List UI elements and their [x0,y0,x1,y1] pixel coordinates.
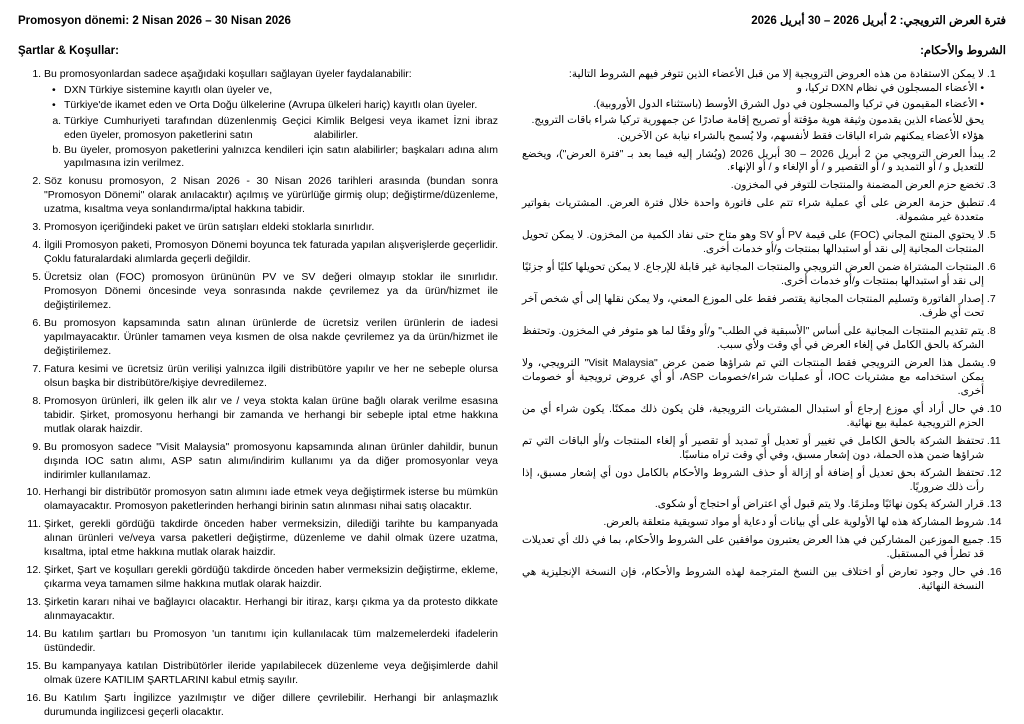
term-text: Bu üyeler, promosyon paketlerini yalnızca kendileri için satın alabilirler; başkaları adına alım yapılmasına izin verilmez. [64,143,498,170]
turkish-column [18,14,512,724]
list-item [44,628,498,656]
list-item [522,357,984,399]
term-text: Bu kampanyaya katılan Distribütörler ileride yapılabilecek düzenleme veya değişimlerde dahil olmak üzere KATILIM ŞARTLARINI kabul etmiş sayılır. [44,659,498,686]
term-text: Promosyon içeriğindeki paket ve ürün satışları eldeki stoklarla sınırlıdır. [44,221,375,234]
term-text: يتم تقديم المنتجات المجانية على أساس "الأسبقية في الطلب" و/أو وفقًا لما هو متوفر في المخزون. وتحتفظ الشركة بالحق الكامل في إلغاء العرض في أي وقت ولأي سبب. [522,325,984,351]
term-text: لا يحتوي المنتج المجاني (FOC) على قيمة PV أو SV وهو متاح حتى نفاد الكمية من المخزون. لا يمكن تحويل المنتجات المجانية إلى نقد أو استبدالها بمنتجات و/أو خدمات أخرى. [522,229,984,256]
term-text: Şirket, gerekli gördüğü takdirde önceden haber vermeksizin, dilediği tarihte bu kampanyada alınan ürünleri ve/veya varsa paketleri değiştirme, düzenleme ve dahil olmak üzere uzatma, kısaltma, iptal etme hakkına mutlak olarak haizdir. [44,518,498,559]
term-text: تحتفظ الشركة بالحق الكامل في تغيير أو تعديل أو تمديد أو تقصير أو إلغاء المنتجات و/أو الباقات التي تم شراؤها ضمن هذه الحملة، دون إشعار مسبق، وفي أي وقت تراه مناسبًا. [522,434,984,461]
term-text: Şirket, Şart ve koşulları gerekli gördüğü takdirde önceden haber vermeksizin değiştirme, ekleme, çıkarma veya tamamen silme hakkına mutlak olarak haizdir. [44,564,498,591]
term-text: يشمل هذا العرض الترويجي فقط المنتجات التي تم شراؤها ضمن عرض "Visit Malaysia" الترويجي، ولا يمكن استخدامه مع مشتريات IOC، أو عمليات شراء/خصومات ASP، أو أي عروض ترويجية أو خصومات أخرى. [522,356,985,397]
term-text: تخضع حزم العرض المضمنة والمنتجات للتوفر في المخزون. [730,179,984,192]
list-item [522,534,984,562]
term-text: Bu promosyon sadece "Visit Malaysia" promosyonu kapsamında alınan ürünler dahildir, bunun dışında IOC satın alımı, ASP satın alımı/indirim kullanımı ya da diğer promosyonlar veya indirimler kullanılamaz. [44,440,498,481]
list-item [44,175,498,217]
list-item [44,692,498,720]
term-text: قرار الشركة يكون نهائيًا وملزمًا. ولا يتم قبول أي اعتراض أو احتجاج أو شكوى. [654,498,984,511]
list-item [522,148,984,176]
term-text: هؤلاء الأعضاء يمكنهم شراء الباقات فقط لأنفسهم، ولا يُسمح بالشراء نيابة عن الآخرين. [617,129,984,142]
list-item [44,221,498,235]
terms-list-arabic [522,68,1006,594]
term-text: تحتفظ الشركة بحق تعديل أو إضافة أو إزالة أو حذف الشروط والأحكام بالكامل دون أي إشعار مسبق، إذا رأت ذلك ضروريًا. [522,466,984,493]
term-text: Şirketin kararı nihai ve bağlayıcı olacaktır. Herhangi bir itiraz, karşı çıkma ya da protesto dikkate alınmayacaktır. [44,596,498,623]
term-text: Türkiye Cumhuriyeti tarafından düzenlenmiş Geçici Kimlik Belgesi veya ikamet İzni ibraz eden üyeler, promosyon paketlerini satın alabilirler. [64,114,498,141]
list-item [44,68,498,172]
list-item [522,403,984,431]
list-item [44,486,498,514]
term-text: Promosyon ürünleri, ilk gelen ilk alır ve / veya stokta kalan ürüne bağlı olarak verilme esasına tabidir. Şirket, promosyonu herhangi bir zamanda ve herhangi bir sebeple iptal etme hakkına mutlak olarak haizdir. [44,394,498,435]
term-text: في حال وجود تعارض أو اختلاف بين النسخ المترجمة لهذه الشروط والأحكام، فإن النسخة الإنجليزية هي النسخة النهائية. [522,566,984,593]
term-text: المنتجات المشتراة ضمن العرض الترويجي والمنتجات المجانية غير قابلة للإرجاع. لا يمكن تحويلها كليًا أو جزئيًا إلى نقد أو استبدالها بمنتجات و/أو خدمات أخرى. [522,261,984,288]
list-item [64,99,498,113]
arabic-column [512,14,1006,598]
term-text: لا يمكن الاستفادة من هذه العروض الترويجية إلا من قبل الأعضاء الذين تتوفر فيهم الشروط التالية: [568,67,984,80]
sub-bullet-list [44,84,498,113]
list-item [44,660,498,688]
list-item [64,115,498,143]
list-item [522,467,984,495]
list-item [44,271,498,313]
list-item [44,363,498,391]
list-item [64,84,498,98]
term-text: İlgili Promosyon paketi, Promosyon Dönemi boyunca tek faturada yapılan alışverişlerde geçerlidir. Çoklu faturalardaki alımlarda geçerli değildir. [44,239,498,266]
list-item [44,317,498,359]
list-item [522,325,984,353]
term-text: في حال أراد أي موزع إرجاع أو استبدال المشتريات الترويجية، فلن يكون ذلك ممكنًا. يكون شراء أي من الحزم الترويجية عملية بيع نهائية. [522,402,984,429]
list-item [522,229,984,257]
term-text: Bu promosyon kapsamında satın alınan ürünlerde de ücretsiz verilen ürünlerin de iadesi yapılmayacaktır. Ürünler tamamen veya kısmen de olsa nakde çevrilemez ya da ürün/hizmet ile değiştirilemez. [44,317,498,357]
terms-heading-arabic: الشروط والأحكام: [920,45,1006,58]
list-item [44,596,498,624]
list-item [522,293,984,321]
list-item [522,566,984,594]
list-item [522,179,984,193]
document-header-turkish: Promosyon dönemi: 2 Nisan 2026 – 30 Nisan 2026 [18,15,291,27]
term-text: Ücretsiz olan (FOC) promosyon ürününün PV ve SV değeri olmayıp stoklar ile sınırlıdır. Promosyon Dönemi öncesinde veya sonrasında nakde çevrilemez ya da ürün/hizmet ile değiştirilemez. [44,271,498,312]
term-text: يحق للأعضاء الذين يقدمون وثيقة هوية مؤقتة أو تصريح إقامة صادرًا عن جمهورية تركيا شراء باقات الترويج. [531,113,984,126]
terms-list-turkish [18,68,498,720]
term-text: إصدار الفاتورة وتسليم المنتجات المجانية يقتصر فقط على الموزع المعني، ولا يمكن نقلها إلى أي شخص آخر تحت أي ظرف. [522,293,984,320]
list-item [44,518,498,560]
term-text: شروط المشاركة هذه لها الأولوية على أي بيانات أو دعاية أو مواد تسويقية متعلقة بالعرض. [603,516,984,529]
terms-heading-turkish: Şartlar & Koşullar: [18,45,119,58]
term-text: تنطبق حزمة العرض على أي عملية شراء تتم على فاتورة واحدة خلال فترة العرض. المشتريات بفواتير متعددة غير مشمولة. [522,197,984,224]
term-text: DXN Türkiye sistemine kayıtlı olan üyeler ve, [64,83,273,96]
list-item [64,144,498,172]
sub-alpha-list [44,115,498,172]
term-text: • الأعضاء المقيمون في تركيا والمسجلون في دول الشرق الأوسط (باستثناء الدول الأوروبية). [593,97,984,110]
list-item [522,197,984,225]
term-text: Fatura kesimi ve ücretsiz ürün verilişi yalnızca ilgili distribütöre yapılır ve her ne sebeple olursa olsun başka bir distribütöre/kişiye devredilemez. [44,362,498,389]
list-item [44,441,498,483]
term-text: Bu Katılım Şartı İngilizce yazılmıştır ve diğer dillere çevrilebilir. Herhangi bir anlaşmazlık durumunda ingilizcesi geçerli olacaktır. [44,691,498,718]
list-item [522,68,984,144]
term-text: جميع الموزعين المشاركين في هذا العرض يعتبرون موافقين على الشروط والأحكام، بما في ذلك أي تعديلات قد تطرأ في المستقبل. [522,534,984,561]
sub-bullet-list [522,82,984,144]
term-text: Bu katılım şartları bu Promosyon 'un tanıtımı için kullanılacak tüm malzemelerdeki ifadelerin üstündedir. [44,628,498,655]
document-header-arabic: فترة العرض الترويجي: 2 أبريل 2026 – 30 أبريل 2026 [751,15,1006,27]
list-item [44,239,498,267]
term-text: Bu promosyonlardan sadece aşağıdaki koşulları sağlayan üyeler faydalanabilir: [44,67,412,80]
list-item [522,261,984,289]
term-text: Söz konusu promosyon, 2 Nisan 2026 - 30 Nisan 2026 tarihleri arasında (bundan sonra "Promosyon Dönemi" olarak anılacaktır) açılmış ve yürürlüğe girmiş olup; değiştirme/düzenleme, uzatma, kısaltma veya sonlandırma/iptal hakkına tabidir. [44,175,498,216]
term-text: Türkiye'de ikamet eden ve Orta Doğu ülkelerine (Avrupa ülkeleri hariç) kayıtlı olan üyeler. [64,98,478,111]
list-item [44,395,498,437]
term-text: Herhangi bir distribütör promosyon satın alımını iade etmek veya değiştirmek isterse bu mümkün olamayacaktır. Promosyon paketlerinden herhangi birinin satın alınması nihai satış olacaktır. [44,486,498,513]
list-item [522,435,984,463]
list-item [44,564,498,592]
term-text: يبدأ العرض الترويجي من 2 أبريل 2026 – 30 أبريل 2026 (ويُشار إليه فيما بعد بـ "فترة العرض")، ويخضع للتعديل و / أو التمديد و / أو التقصير و / أو الإلغاء و / أو الإنهاء. [522,147,985,174]
list-item [522,516,984,530]
term-text: • الأعضاء المسجلون في نظام DXN تركيا، و [796,81,984,94]
list-item [522,498,984,512]
